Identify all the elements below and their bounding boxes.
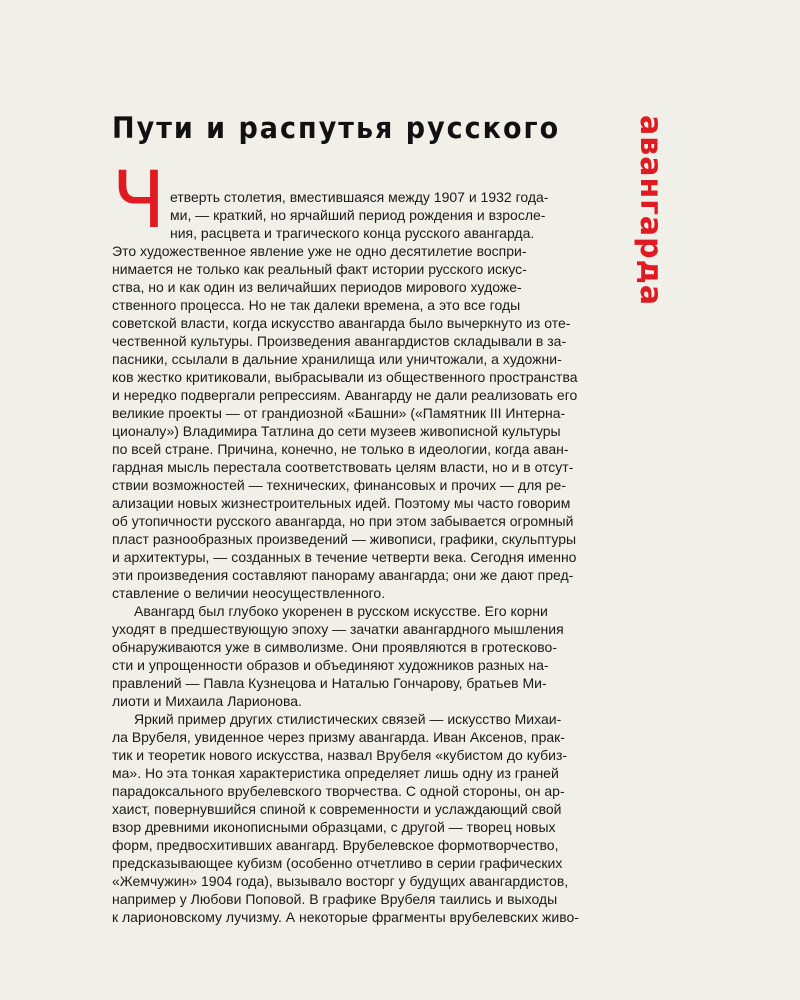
text-line: к ларионовскому лучизму. А некоторые фрагменты врубелевских живо- <box>112 909 579 925</box>
text-line: и нередко подвергали репрессиям. Авангарду не дали реализовать его <box>112 387 578 403</box>
chapter-title: Пути и распутья русского <box>112 112 561 146</box>
text-line: нимается не только как реальный факт истории русского искус- <box>112 261 527 277</box>
text-line: ставление о величии неосуществленного. <box>112 585 386 601</box>
paragraph-2 <box>112 602 660 710</box>
text-line: хаист, повернувшийся спиной к современности и услаждающий свой <box>112 801 562 817</box>
text-line: советской власти, когда искусство авангарда было вычеркнуто из оте- <box>112 315 571 331</box>
text-line: ма». Но эта тонкая характеристика определяет лишь одну из граней <box>112 765 559 781</box>
text-line: ционалу») Владимира Татлина до сети музеев живописной культуры <box>112 423 561 439</box>
text-line: взор древними иконописными образцами, с другой — творец новых <box>112 819 556 835</box>
text-line: пласт разнообразных произведений — живописи, графики, скульптуры <box>112 531 577 547</box>
text-line: великие проекты — от грандиозной «Башни» («Памятник III Интерна- <box>112 405 566 421</box>
vertical-title-word: авангарда <box>633 115 668 307</box>
text-line: «Жемчужин» 1904 года), вызывало восторг у будущих авангардистов, <box>112 873 569 889</box>
text-line: чественной культуры. Произведения авангардистов складывали в за- <box>112 333 567 349</box>
text-line: предсказывающее кубизм (особенно отчетливо в серии графических <box>112 855 563 871</box>
paragraph-3 <box>112 710 660 926</box>
paragraph-1 <box>112 188 660 602</box>
text-line: лиоти и Михаила Ларионова. <box>112 693 302 709</box>
text-line: Яркий пример других стилистических связей — искусство Михаи- <box>134 711 562 727</box>
text-line: по всей стране. Причина, конечно, не только в идеологии, когда аван- <box>112 441 569 457</box>
text-line: гардная мысль перестала соответствовать целям власти, но и в отсут- <box>112 459 574 475</box>
text-line: об утопичности русского авангарда, но при этом забывается огромный <box>112 513 574 529</box>
text-line: тик и теоретик нового искусства, назвал Врубеля «кубистом до кубиз- <box>112 747 568 763</box>
text-line: пасники, ссылали в дальние хранилища или уничтожали, а художни- <box>112 351 562 367</box>
text-line: обнаруживаются уже в символизме. Они проявляются в гротесково- <box>112 639 557 655</box>
text-line: ализации новых жизнестроительных идей. Поэтому мы часто говорим <box>112 495 571 511</box>
text-line: Это художественное явление уже не одно десятилетие воспри- <box>112 243 527 259</box>
text-line: ственного процесса. Но не так далеки времена, а это все годы <box>112 297 521 313</box>
text-line: ков жестко критиковали, выбрасывали из общественного пространства <box>112 369 578 385</box>
text-line: уходят в предшествующую эпоху — зачатки авангардного мышления <box>112 621 564 637</box>
text-line: парадоксального врубелевского творчества. С одной стороны, он ар- <box>112 783 565 799</box>
text-line: правлений — Павла Кузнецова и Наталью Гончарову, братьев Ми- <box>112 675 547 691</box>
text-line: сти и упрощенности образов и объединяют художников разных на- <box>112 657 549 673</box>
text-line: форм, предвосхитивших авангард. Врубелевское формотворчество, <box>112 837 559 853</box>
text-line: Авангард был глубоко укоренен в русском искусстве. Его корни <box>134 603 548 619</box>
text-line: эти произведения составляют панораму авангарда; они же дают пред- <box>112 567 574 583</box>
text-line: ла Врубеля, увиденное через призму авангарда. Иван Аксенов, прак- <box>112 729 565 745</box>
text-line: ствии возможностей — технических, финансовых и прочих — для ре- <box>112 477 566 493</box>
text-line: и архитектуры, — созданных в течение четверти века. Сегодня именно <box>112 549 577 565</box>
article-body <box>112 188 660 926</box>
text-line: например у Любови Поповой. В графике Врубеля таились и выходы <box>112 891 558 907</box>
text-line: ния, расцвета и трагического конца русского авангарда. <box>170 225 535 241</box>
text-line: етверть столетия, вместившаяся между 1907 и 1932 года- <box>170 189 549 205</box>
drop-cap: Ч <box>112 156 166 246</box>
text-line: ми, — краткий, но ярчайший период рождения и взросле- <box>170 207 546 223</box>
text-line: ства, но и как один из величайших периодов мирового художе- <box>112 279 522 295</box>
